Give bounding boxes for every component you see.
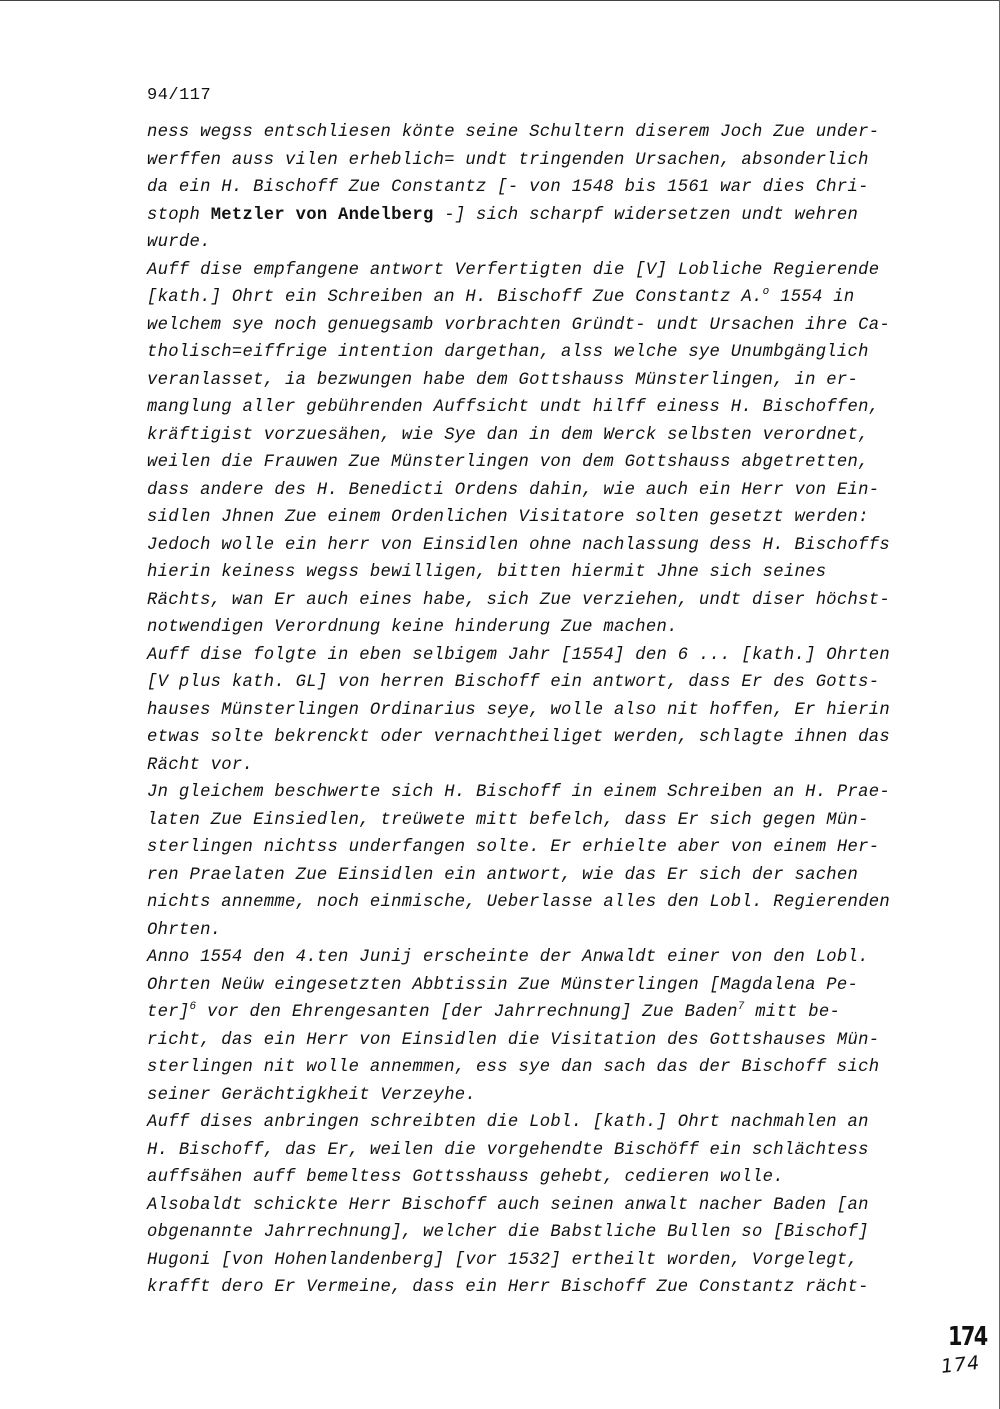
text-segment: ter] [147, 1003, 190, 1022]
text-line-with-footnotes [147, 999, 917, 1027]
text-line: nichts annemme, noch einmische, Ueberlasse alles den Lobl. Regierenden [147, 893, 890, 912]
footnote-marker: 6 [189, 1001, 197, 1013]
text-line: [V plus kath. GL] von herren Bischoff ein antwort, dass Er des Gotts- [147, 673, 880, 692]
text-line: sterlingen nit wolle annemmen, ess sye dan sach das der Bischoff sich [147, 1058, 880, 1077]
footnote-marker: 7 [737, 1001, 745, 1013]
text-line: werffen auss vilen erheblich= undt tringenden Ursachen, absonderlich [147, 150, 869, 170]
folio-number-stamp: 174 [948, 1322, 987, 1352]
text-segment: -] sich scharpf widersetzen undt wehren [433, 205, 859, 225]
text-segment: 1554 in [769, 288, 855, 307]
text-line: welchem sye noch genuegsamb vorbrachten Gründt- undt Ursachen ihre Ca- [147, 315, 890, 335]
text-line: H. Bischoff, das Er, weilen die vorgehendte Bischöff ein schlächtess [147, 1140, 869, 1160]
text-line-with-bold [147, 202, 917, 230]
text-line: Auff dise folgte in eben selbigem Jahr [1554] den 6 ... [kath.] Ohrten [147, 645, 890, 665]
text-line: wurde. [147, 233, 211, 252]
text-line: Ohrten. [147, 920, 222, 940]
text-line: ren Praelaten Zue Einsidlen ein antwort, wie das Er sich der sachen [147, 865, 859, 885]
page-number: 94/117 [147, 86, 212, 105]
text-segment: mitt be- [744, 1003, 841, 1022]
text-line: da ein H. Bischoff Zue Constantz [- von 1548 bis 1561 war dies Chri- [147, 178, 869, 197]
text-line: auffsähen auff bemeltess Gottsshauss gehebt, cedieren wolle. [147, 1168, 784, 1187]
text-line: richt, das ein Herr von Einsidlen die Visitation des Gottshauses Mün- [147, 1030, 880, 1050]
text-line: veranlasset, ia bezwungen habe dem Gottshauss Münsterlingen, in er- [147, 370, 859, 390]
text-line: Rächts, wan Er auch eines habe, sich Zue verziehen, undt diser höchst- [147, 590, 890, 610]
text-line: Hugoni [von Hohenlandenberg] [vor 1532] ertheilt worden, Vorgelegt, [147, 1250, 859, 1270]
text-line: Rächt vor. [147, 755, 254, 775]
text-line: Ohrten Neüw eingesetzten Abbtissin Zue Münsterlingen [Magdalena Pe- [147, 975, 859, 995]
text-line: hauses Münsterlingen Ordinarius seye, wolle also nit hoffen, Er hierin [147, 700, 890, 720]
text-line: manglung aller gebührenden Auffsicht undt hilff einess H. Bischoffen, [147, 398, 880, 417]
text-line: sterlingen nichtss underfangen solte. Er erhielte aber von einem Her- [147, 838, 880, 857]
text-line: Anno 1554 den 4.ten Junij erscheinte der Anwaldt einer von den Lobl. [147, 948, 869, 967]
text-line: Jedoch wolle ein herr von Einsidlen ohne nachlassung dess H. Bischoffs [147, 535, 890, 555]
scan-edge-top [0, 0, 1000, 1]
text-line: laten Zue Einsiedlen, treüwete mitt befelch, dass Er sich gegen Mün- [147, 810, 869, 830]
text-line: Auff dise empfangene antwort Verfertigten die [V] Lobliche Regierende [147, 260, 880, 280]
text-line: notwendigen Verordnung keine hinderung Zue machen. [147, 618, 678, 637]
text-segment: stoph [147, 205, 211, 225]
text-segment: vor den Ehrengesanten [der Jahrrechnung] Zue Baden [196, 1003, 738, 1022]
text-line: dass andere des H. Benedicti Ordens dahin, wie auch ein Herr von Ein- [147, 480, 880, 500]
text-line: Jn gleichem beschwerte sich H. Bischoff in einem Schreiben an H. Prae- [147, 783, 890, 802]
document-body [147, 119, 917, 1302]
superscript: o [762, 286, 770, 298]
text-line: tholisch=eiffrige intention dargethan, alss welche sye Unumbgänglich [147, 343, 869, 362]
text-line: Alsobaldt schickte Herr Bischoff auch seinen anwalt nacher Baden [an [147, 1195, 869, 1215]
text-line: kräftigist vorzuesähen, wie Sye dan in dem Werck selbsten verordnet, [147, 425, 869, 445]
text-line: etwas solte bekrenckt oder vernachtheiliget werden, schlagte ihnen das [147, 728, 890, 747]
text-segment: [kath.] Ohrt ein Schreiben an H. Bischoff Zue Constantz A. [147, 288, 763, 307]
text-line: sidlen Jhnen Zue einem Ordenlichen Visitatore solten gesetzt werden: [147, 508, 869, 527]
text-line: seiner Gerächtigkheit Verzeyhe. [147, 1085, 477, 1105]
text-line-with-superscript [147, 284, 917, 312]
bold-name: Metzler von Andelberg [210, 205, 434, 225]
text-line: ness wegss entschliesen könte seine Schultern diserem Joch Zue under- [147, 123, 880, 142]
text-line: obgenannte Jahrrechnung], welcher die Babstliche Bullen so [Bischof] [147, 1223, 869, 1242]
text-line: krafft dero Er Vermeine, dass ein Herr Bischoff Zue Constantz rächt- [147, 1278, 869, 1297]
text-line: weilen die Frauwen Zue Münsterlingen von dem Gottshauss abgetretten, [147, 453, 869, 472]
text-line: Auff dises anbringen schreibten die Lobl. [kath.] Ohrt nachmahlen an [147, 1113, 869, 1132]
text-line: hierin keiness wegss bewilligen, bitten hiermit Jhne sich seines [147, 563, 827, 582]
folio-number-handwritten: 174 [940, 1351, 982, 1378]
